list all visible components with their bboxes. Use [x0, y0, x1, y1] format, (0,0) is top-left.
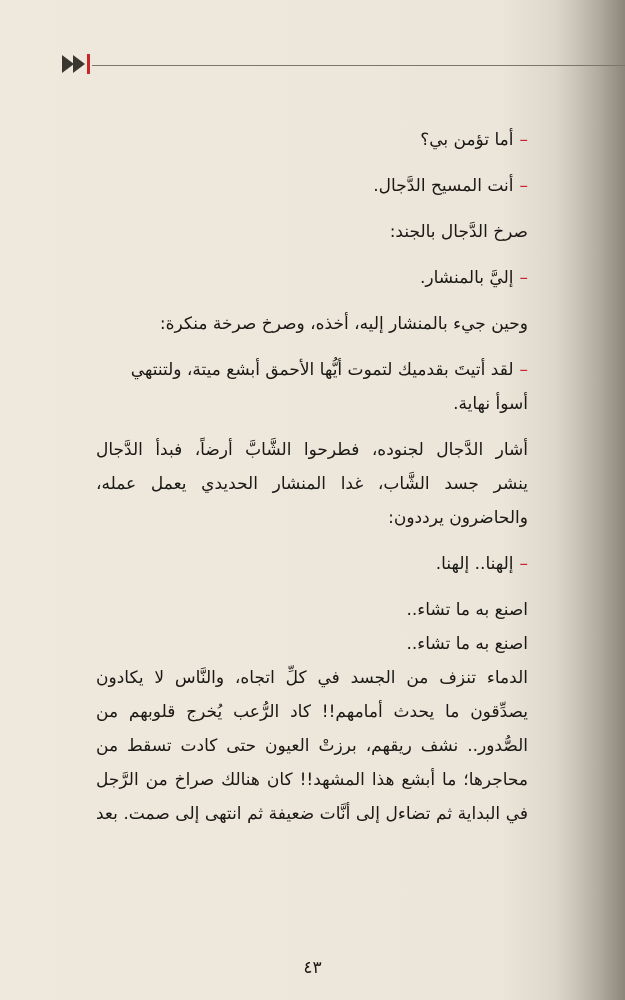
narration-line-5: وحين جيء بالمنشار إليه، أخذه، وصرخ صرخة منكرة:: [159, 314, 528, 334]
dialogue-line-11: –إلهنا.. إلهنا.: [435, 554, 528, 574]
dialogue-line-1: –أما تؤمن بي؟: [420, 130, 528, 150]
page-text: [96, 125, 528, 829]
header-rule: [92, 65, 625, 66]
page-number: ٤٣: [303, 958, 322, 978]
dialogue-dash: –: [519, 360, 528, 380]
dialogue-line-4: –إليَّ بالمنشار.: [420, 268, 528, 288]
paragraph-line-8: أشار الدَّجال لجنوده، فطرحوا الشَّابَّ أرضاً، فبدأ الدَّجال: [96, 440, 528, 460]
paragraph-line-9: ينشر جسد الشَّاب، غدا المنشار الحديدي يعمل عمله،: [96, 474, 528, 494]
paragraph-line-10: والحاضرون يرددون:: [388, 508, 528, 528]
dialogue-dash: –: [519, 130, 528, 150]
dialogue-dash: –: [519, 268, 528, 288]
dialogue-dash: –: [519, 176, 528, 196]
gutter-shadow: [555, 0, 625, 1000]
paragraph-line-14: الدماء تنزف من الجسد في كلِّ اتجاه، والنَّاس لا يكادون: [96, 668, 528, 688]
dialogue-line-6: –لقد أتيتَ بقدميك لتموت أيُّها الأحمق أبشع ميتة، ولتنتهي: [130, 360, 528, 380]
paragraph-line-17: محاجرها؛ ما أبشع هذا المشهد!! كان هنالك صراخ من الرَّجل: [96, 770, 528, 790]
paragraph-line-16: الصُّدور.. نشف ريقهم، برزتْ العيون حتى كادت تسقط من: [96, 736, 528, 756]
chant-line-13: اصنع به ما تشاء..: [406, 634, 528, 654]
dialogue-dash: –: [519, 554, 528, 574]
paragraph-line-15: يصدِّقون ما يحدث أمامهم!! كاد الرُّعب يُخرج قلوبهم من: [96, 702, 528, 722]
dialogue-line-2: –أنت المسيح الدَّجال.: [373, 176, 528, 196]
fast-forward-double-triangle-icon: [60, 52, 96, 76]
chant-line-12: اصنع به ما تشاء..: [406, 600, 528, 620]
paragraph-line-18: في البداية ثم تضاءل إلى أنَّات ضعيفة ثم انتهى إلى صمت. بعد: [96, 804, 528, 824]
dialogue-line-7: أسوأ نهاية.: [453, 394, 528, 414]
narration-line-3: صرخ الدَّجال بالجند:: [389, 222, 528, 242]
